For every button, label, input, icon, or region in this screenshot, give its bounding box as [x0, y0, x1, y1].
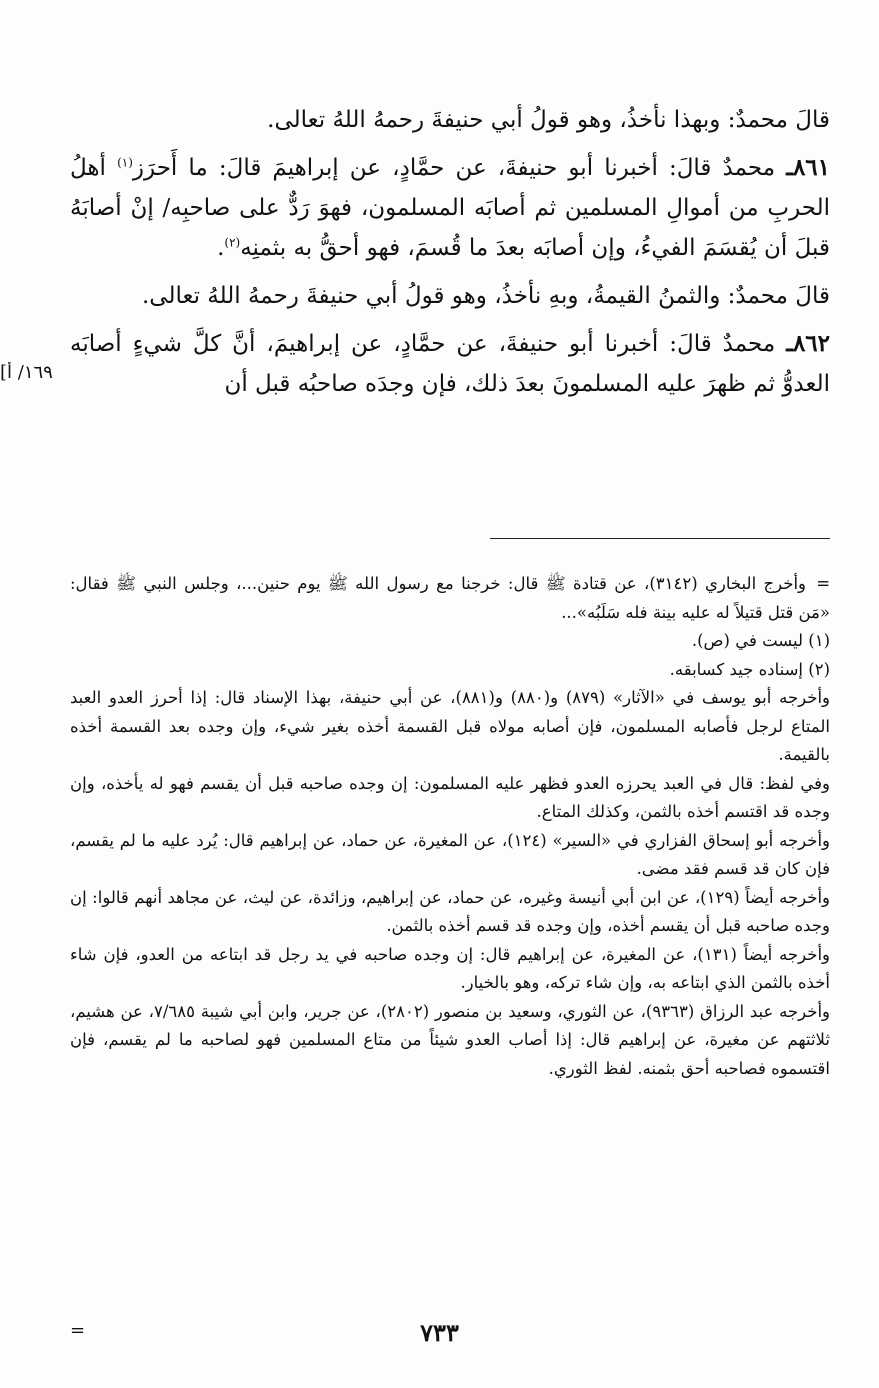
footnote-ref-2[interactable]: (٢)	[224, 235, 241, 250]
footnote-paragraph: وأخرجه أيضاً (١٣١)، عن المغيرة، عن إبراهيم قال: إن وجده صاحبه في يد رجل قد ابتاعه من العدو، فإن شاء أخذه بالثمن الذي ابتاعه به، وإن شاء تركه، وهو بالخيار.	[70, 944, 830, 992]
footnote-continued: =وأخرج البخاري (٣١٤٢)، عن قتادة ﷺ قال: خرجنا مع رسول الله ﷺ يوم حنين...، وجلس النبي ﷺ فقال: «مَن قتل قتيلاً له عليه بينة فله سَلَبُه»...	[70, 570, 830, 627]
footnote-1: (١) ليست في (ص).	[691, 631, 830, 650]
margin-folio-note: [١٦٩/ أ	[0, 362, 53, 383]
footnote-2: (٢) إسناده جيد كسابقه.	[669, 659, 830, 679]
continuation-mark-end: =	[70, 1320, 86, 1341]
footnote-divider	[490, 538, 830, 539]
footnote-ref-1[interactable]: (١)	[117, 155, 133, 170]
hadith-number: ٨٦٢ـ	[786, 330, 830, 357]
footnote-paragraph: وفي لفظ: قال في العبد يحرزه العدو فظهر عليه المسلمون: إن وجده صاحبه قبل أن يقسم فهو له يأخذه، وإن وجده قد اقتسم أخذه بالثمن، وكذلك المتاع.	[70, 773, 830, 821]
page-number: ٧٣٣	[420, 1318, 459, 1347]
paragraph-1: قالَ محمدٌ: وبهذا نأخذُ، وهو قولُ أبي حنيفةَ رحمهُ اللهُ تعالى.	[267, 107, 830, 133]
continuation-mark-start: =	[816, 574, 831, 593]
footnote-paragraph: وأخرجه أبو إسحاق الفزاري في «السير» (١٢٤)، عن المغيرة، عن حماد، عن إبراهيم قال: يُرد عليه ما لم يقسم، فإن كان قد قسم فقد مضى.	[70, 830, 831, 878]
paragraph-862: ٨٦٢ـ محمدٌ قالَ: أخبرنا أبو حنيفةَ، عن حمَّادٍ، عن إبراهيمَ، أنَّ كلَّ شيءٍ أصابَه العدوُّ ثم ظهرَ عليه المسلمونَ بعدَ ذلك، فإن وجدَه صاحبُه قبل أن	[70, 330, 830, 397]
footnote-paragraph: وأخرجه عبد الرزاق (٩٣٦٣)، عن الثوري، وسعيد بن منصور (٢٨٠٢)، عن جرير، وابن أبي شيبة ٧/٦٨٥، عن هشيم، ثلاثتهم عن مغيرة، عن إبراهيم قال: إذا أصاب العدو شيئاً من متاع المسلمين فهو لصاحبه ما لم يقسم، فإن اقتسموه فصاحبه أحق بثمنه. لفظ الثوري.	[70, 1001, 830, 1078]
footnote-paragraph: وأخرجه أبو يوسف في «الآثار» (٨٧٩) و(٨٨٠) و(٨٨١)، عن أبي حنيفة، بهذا الإسناد قال: إذا أحرز العدو العبد المتاع لرجل فأصابه المسلمون، فإن أصابه مولاه قبل القسمة أخذه بغير شيء، وإن وجده بعد القسمة أخذه بالقيمة.	[70, 688, 830, 764]
main-text	[70, 100, 830, 404]
footnotes	[70, 570, 830, 1083]
footnote-paragraph: وأخرجه أيضاً (١٢٩)، عن ابن أبي أنيسة وغيره، عن حماد، عن إبراهيم، وزائدة، عن ليث، عن مجاهد أنهم قالوا: إن وجده صاحبه قبل أن يقسم أخذه، وإن وجده قد قسم أخذه بالثمن.	[70, 887, 831, 935]
paragraph-861: ٨٦١ـ محمدٌ قالَ: أخبرنا أبو حنيفةَ، عن حمَّادٍ، عن إبراهيمَ قالَ: ما أَحرَز$^{(١)}$ أهلُ الحربِ من أموالِ المسلمين ثم أصابَه المسلمون، فهوَ رَدٌّ على صاحبِه/ إنْ أصابَهُ قبلَ أن يُقسَمَ الفيءُ، وإن أصابَه بعدَ ما قُسمَ، فهو أحقُّ به بثمنِه$^{(٢)}$.	[70, 154, 831, 261]
hadith-number: ٨٦١ـ	[786, 154, 831, 181]
paragraph-3: قالَ محمدٌ: والثمنُ القيمةُ، وبهِ نأخذُ، وهو قولُ أبي حنيفةَ رحمهُ اللهُ تعالى.	[142, 283, 830, 309]
